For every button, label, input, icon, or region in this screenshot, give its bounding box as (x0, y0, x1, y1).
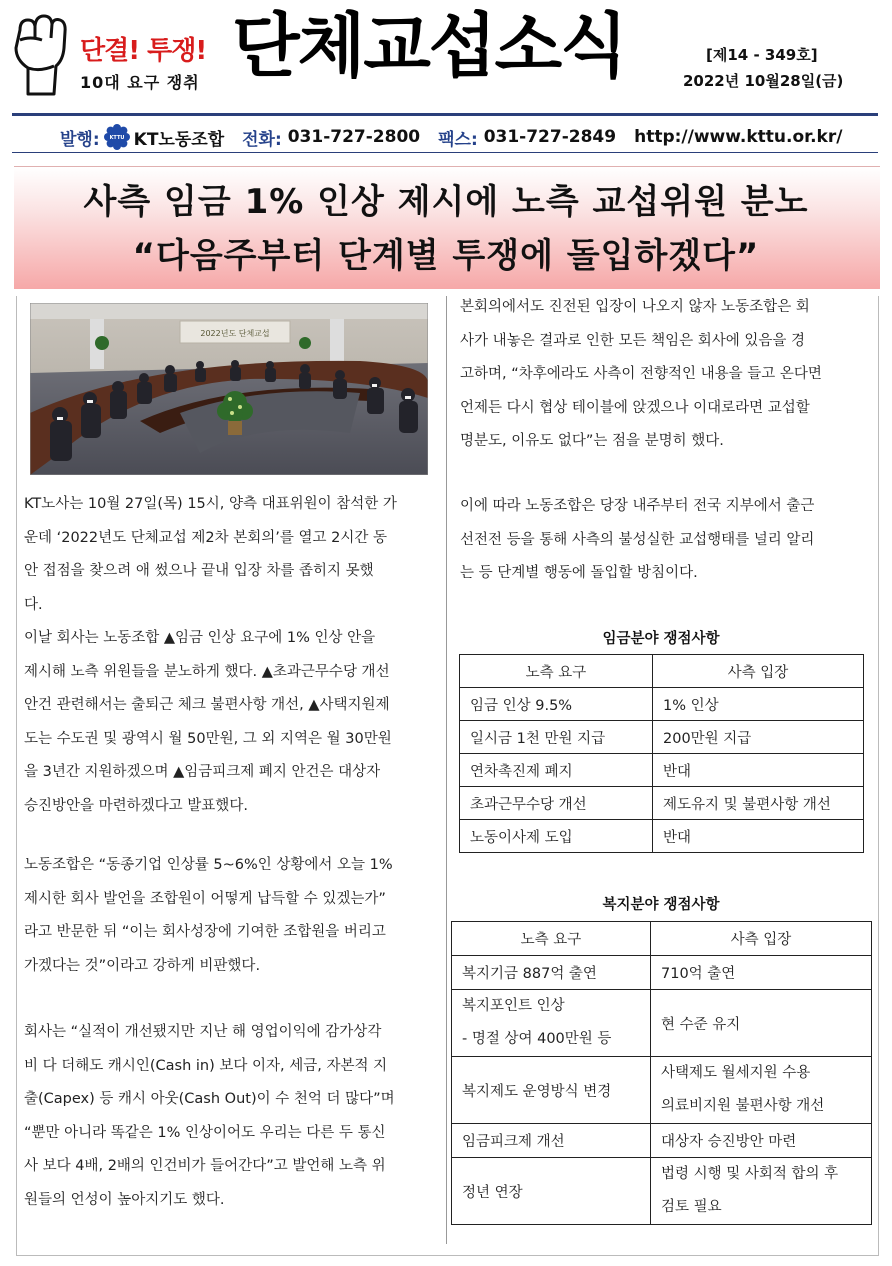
issue-date: 2022년 10월28일(금) (683, 72, 844, 90)
phone-label: 전화: (242, 129, 282, 150)
fax-number: 031-727-2849 (483, 127, 617, 147)
cell-line: 검토 필요 (661, 1199, 722, 1215)
headline-line-1: 사측 임금 1% 인상 제시에 노측 교섭위원 분노 (83, 182, 809, 222)
table-row (452, 1057, 872, 1124)
cell-line: 법령 시행 및 사회적 합의 후 (661, 1166, 839, 1182)
table-cell: 초과근무수당 개선 (460, 787, 653, 820)
cell-line: 의료비지원 불편사항 개선 (661, 1098, 825, 1114)
table-header-cell: 사측 입장 (651, 922, 872, 956)
table-cell: 노동이사제 도입 (460, 820, 653, 853)
table-cell: 제도유지 및 불편사항 개선 (653, 787, 864, 820)
article-paragraph-6: 이에 따라 노동조합은 당장 내주부터 전국 지부에서 출근 선전전 등을 통해 사측의 불성실한 교섭행태를 널리 알리 는 등 단계별 행동에 돌입할 방침이다. (460, 498, 815, 581)
article-paragraph-3: 노동조합은 “동종기업 인상률 5~6%인 상황에서 오늘 1% 제시한 회사 발언을 조합원이 어떻게 납득할 수 있겠는가” 라고 반문한 뒤 “이는 회사성장에 기여한 조합원을 버리고 가겠다는 것”이라고 강하게 비판했다. (24, 857, 393, 974)
article-paragraph-4: 회사는 “실적이 개선됐지만 지난 해 영업이익에 감가상각 비 다 더해도 캐시인(Cash in) 보다 이자, 세금, 자본적 지 출(Capex) 등 캐시 아웃(Cash Out)이 수 천억 더 많다”며 “뿐만 아니라 똑같은 1% 인상이어도 우리는 다른 두 통신 사 보다 4배, 2배의 인건비가 들어간다”고 발언해 노측 위 원들의 언성이 높아지기도 했다. (24, 1024, 395, 1208)
logo-text: KTTU (109, 135, 125, 141)
table-cell: 임금피크제 개선 (452, 1124, 651, 1158)
column-divider (446, 296, 447, 1244)
wage-issues-table (459, 654, 864, 853)
website-link[interactable]: http://www.kttu.or.kr/ (634, 127, 843, 147)
table-header-cell: 사측 입장 (653, 655, 864, 688)
table-row (452, 956, 872, 990)
table-cell: 복지제도 운영방식 변경 (452, 1057, 651, 1124)
publisher-bar (60, 124, 842, 150)
issue-number: [제14 - 349호] (706, 46, 818, 64)
raised-fist-icon (8, 8, 70, 96)
table-cell: 반대 (653, 754, 864, 787)
meeting-photo (30, 303, 428, 475)
welfare-issues-table (451, 921, 872, 1225)
newsletter-title: 단체교섭소식 (232, 5, 626, 87)
table-row (452, 1158, 872, 1225)
table-header-row (460, 655, 864, 688)
table-cell: 정년 연장 (452, 1158, 651, 1225)
table-cell: 710억 출연 (651, 956, 872, 990)
phone-number: 031-727-2800 (287, 127, 421, 147)
wage-table-title: 임금분야 쟁점사항 (602, 631, 720, 647)
frame-bottom-rule (16, 1255, 879, 1256)
header-rule (12, 113, 878, 116)
slogan: 단결! 투쟁! (80, 36, 207, 66)
table-cell: 1% 인상 (653, 688, 864, 721)
article-paragraph-5: 본회의에서도 진전된 입장이 나오지 않자 노동조합은 회 사가 내놓은 결과로 인한 모든 책임은 회사에 있음을 경 고하며, “차후에라도 사측이 전향적인 내용을 들고 온다면 언제든 다시 협상 테이블에 앉겠으나 이대로라면 교섭할 명분도, 이유도 없다”는 점을 분명히 했다. (460, 299, 822, 449)
publisher-rule (12, 152, 878, 153)
fax-label: 팩스: (438, 129, 478, 150)
table-cell (651, 1057, 872, 1124)
table-cell: 현 수준 유지 (651, 990, 872, 1057)
table-cell (452, 990, 651, 1057)
cell-line: 사택제도 월세지원 수용 (661, 1065, 811, 1081)
cell-line: - 명절 상여 400만원 등 (462, 1031, 612, 1047)
table-row (460, 754, 864, 787)
table-row (460, 721, 864, 754)
table-cell (651, 1158, 872, 1225)
headline-line-2: “다음주부터 단계별 투쟁에 돌입하겠다” (132, 236, 760, 276)
table-cell: 일시금 1천 만원 지급 (460, 721, 653, 754)
photo-banner-text: 2022년도 단체교섭 (200, 329, 270, 338)
kttu-flower-logo-icon (104, 124, 130, 150)
frame-right-rule (878, 296, 879, 1256)
table-header-cell: 노측 요구 (452, 922, 651, 956)
table-row (460, 820, 864, 853)
table-header-row (452, 922, 872, 956)
table-row (460, 688, 864, 721)
table-cell: 복지기금 887억 출연 (452, 956, 651, 990)
frame-left-rule (16, 296, 17, 1256)
publisher-label: 발행: (60, 129, 100, 150)
table-row (452, 1124, 872, 1158)
table-row (452, 990, 872, 1057)
slogan-subtitle: 10대 요구 쟁취 (80, 73, 200, 92)
table-cell: 연차촉진제 폐지 (460, 754, 653, 787)
table-header-cell: 노측 요구 (460, 655, 653, 688)
table-row (460, 787, 864, 820)
table-cell: 대상자 승진방안 마련 (651, 1124, 872, 1158)
table-cell: 200만원 지급 (653, 721, 864, 754)
publisher-name: KT노동조합 (133, 129, 225, 150)
table-cell: 임금 인상 9.5% (460, 688, 653, 721)
article-paragraph-2: 이날 회사는 노동조합 ▲임금 인상 요구에 1% 인상 안을 제시해 노측 위원들을 분노하게 했다. ▲초과근무수당 개선 안건 관련해서는 출퇴근 체크 불편사항 개선, ▲사택지원제 도는 수도권 및 광역시 월 50만원, 그 외 지역은 월 30만원 을 3년간 지원하겠으며 ▲임금피크제 폐지 안건은 대상자 승진방안을 마련하겠다고 발표했다. (24, 630, 392, 814)
article-paragraph-1: KT노사는 10월 27일(목) 15시, 양측 대표위원이 참석한 가 운데 ‘2022년도 단체교섭 제2차 본회의’를 열고 2시간 동 안 접점을 찾으려 애 썼으나 끝내 입장 차를 좁히지 못했 다. (24, 496, 397, 613)
welfare-table-title: 복지분야 쟁점사항 (602, 897, 720, 913)
cell-line: 복지포인트 인상 (462, 998, 565, 1014)
table-cell: 반대 (653, 820, 864, 853)
